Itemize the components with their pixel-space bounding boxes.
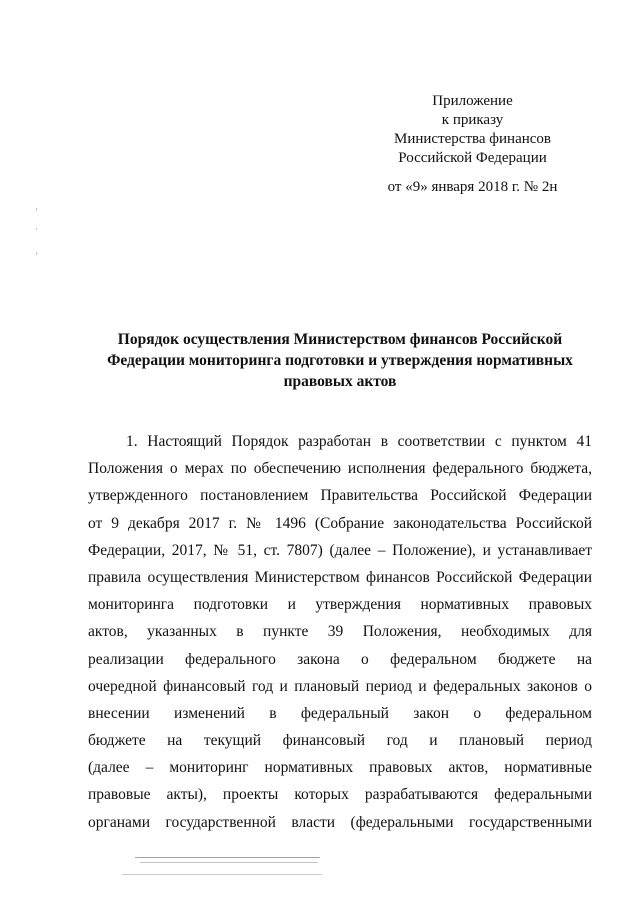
title-line: правовых актов: [283, 373, 397, 390]
document-title: [70, 329, 610, 392]
scan-artifact: [36, 228, 37, 230]
appendix-ministry-line1: Министерства финансов: [394, 131, 551, 147]
body-line: актов, указанных в пункте 39 Положения, необходимых для: [88, 623, 592, 641]
scan-artifact: [122, 874, 322, 875]
body-line: бюджете на текущий финансовый год и плановый период: [88, 732, 592, 750]
appendix-ministry-line2: Российской Федерации: [398, 150, 547, 166]
body-line: от 9 декабря 2017 г. № 1496 (Собрание законодательства Российской: [88, 514, 592, 532]
scan-artifact: [140, 862, 318, 863]
body-line: (далее – мониторинг нормативных правовых актов, нормативные: [88, 759, 592, 777]
body-line: органами государственной власти (федеральными государственными: [88, 813, 592, 831]
body-line: очередной финансовый год и плановый период и федеральных законов о: [88, 677, 592, 695]
scan-artifact: [36, 252, 37, 255]
body-line: Положения о мерах по обеспечению исполнения федерального бюджета,: [88, 460, 592, 478]
body-line: внесении изменений в федеральный закон о федеральном: [88, 704, 592, 722]
scan-artifact: [135, 857, 320, 858]
body-line: утвержденного постановлением Правительства Российской Федерации: [88, 487, 592, 505]
body-paragraph: [88, 428, 592, 836]
appendix-to-order: к приказу: [441, 112, 504, 128]
title-line: Порядок осуществления Министерством финансов Российской: [117, 331, 563, 348]
appendix-block: [360, 92, 585, 197]
body-line: правовые акты), проекты которых разрабатываются федеральными: [88, 786, 592, 804]
body-line: мониторинга подготовки и утверждения нормативных правовых: [88, 596, 592, 614]
title-line: Федерации мониторинга подготовки и утверждения нормативных: [107, 352, 573, 369]
scan-artifact: [36, 208, 37, 211]
body-line: 1. Настоящий Порядок разработан в соответствии с пунктом 41: [126, 433, 592, 450]
body-line: реализации федерального закона о федеральном бюджете на: [88, 650, 592, 668]
body-line: правила осуществления Министерством финансов Российской Федерации: [88, 568, 592, 586]
appendix-date-number: от «9» января 2018 г. № 2н: [387, 179, 558, 195]
body-line: Федерации, 2017, № 51, ст. 7807) (далее – Положение), и устанавливает: [88, 541, 592, 559]
appendix-heading: Приложение: [432, 93, 513, 109]
